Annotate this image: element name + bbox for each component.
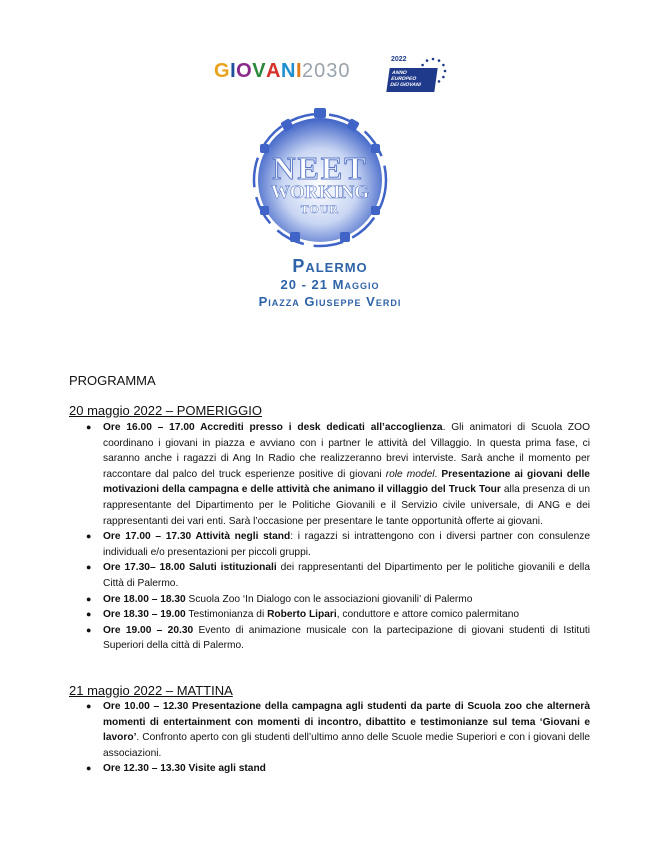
schedule-item	[84, 607, 590, 623]
event-venue: Piazza Giuseppe Verdi	[258, 294, 402, 309]
item-text: . Gli animatori di Scuola ZOO coordinano i giovani in piazza e avviano con i partner le attività del Villaggio. In questa prima fase, ci saranno anche i ragazzi di Ang In Radio che realizzeranno brevi interviste. Sarà anche il momento per raccontare dal palco del truck esperienze positive di giovani	[103, 422, 591, 480]
item-italic: role model	[385, 468, 435, 480]
badge-line: DEI GIOVANI	[389, 82, 422, 88]
day2-schedule-list	[84, 699, 590, 777]
day1-schedule-list	[84, 420, 590, 654]
logo-letter: N	[280, 60, 296, 82]
item-text: . Confronto aperto con gli studenti dell’ultimo anno delle Scuole medie Superiori e con i giovani delle associazioni.	[103, 732, 590, 759]
bullet-icon: ●	[86, 531, 92, 542]
event-city: Palermo	[292, 256, 368, 276]
badge-line: EUROPEO	[390, 76, 417, 82]
item-time: Ore 18.30 – 19.00	[103, 609, 186, 621]
schedule-item	[84, 529, 590, 560]
item-text: Evento di animazione musicale con la partecipazione di giovani studenti di Istituti Superiori della città di Palermo.	[103, 624, 590, 652]
logo-letter: G	[214, 60, 231, 82]
giovani-2030-logo	[214, 60, 351, 83]
logo-letter: O	[236, 60, 253, 82]
schedule-item	[84, 592, 590, 608]
event-dates: 20 - 21 Maggio	[280, 277, 380, 292]
item-time: Ore 16.00 – 17.00 Accrediti presso i desk dedicati all’accoglienza	[103, 422, 443, 433]
bullet-icon: ●	[86, 422, 92, 432]
item-time: Ore 18.00 – 18.30	[103, 593, 186, 605]
emblem-title-tour: TOUR	[300, 202, 340, 216]
logo-letter: I	[230, 60, 237, 82]
item-highlight: Roberto Lipari	[267, 609, 337, 621]
schedule-item	[84, 761, 590, 777]
badge-line: ANNO	[391, 70, 408, 76]
bullet-icon: ●	[86, 701, 92, 711]
item-time: Ore 12.30 – 13.30 Visite agli stand	[103, 763, 266, 775]
emblem-title-working: WORKING	[270, 182, 370, 203]
bullet-icon: ●	[86, 562, 92, 573]
bullet-icon: ●	[86, 609, 92, 620]
item-text: Scuola Zoo ‘In Dialogo con le associazioni giovanili’ di Palermo	[185, 593, 473, 605]
item-text: Testimonianza di	[185, 609, 268, 621]
european-year-number: 2022	[391, 56, 407, 63]
schedule-item	[84, 560, 590, 591]
item-text: : i ragazzi si intrattengono con i diversi partner con consulenze individuali e/o presentazioni per piccoli gruppi.	[103, 531, 590, 558]
neet-working-tour-emblem	[240, 106, 400, 252]
item-time: Ore 19.00 – 20.30	[103, 624, 194, 636]
logo-letter: A	[266, 60, 281, 82]
item-text: .	[434, 468, 442, 480]
bullet-icon: ●	[86, 624, 92, 635]
logo-year: 2030	[302, 60, 351, 82]
item-text: , conduttore e attore comico palermitano	[336, 609, 520, 621]
schedule-item	[84, 420, 590, 529]
item-text: alla presenza di un rappresentante del Dipartimento per le Politiche Giovanili e il Servizio civile universale, di ANG e dei rappresentanti dei vari enti. Sarà l’occasione per presentare le tante opportunità offerte ai giovani.	[103, 484, 590, 527]
logo-letter: I	[295, 60, 302, 82]
schedule-item	[84, 623, 590, 654]
bullet-icon: ●	[86, 593, 92, 604]
european-year-badge	[386, 68, 437, 92]
item-time: Ore 17.30– 18.00 Saluti istituzionali	[103, 562, 277, 574]
european-year-of-youth-logo	[388, 56, 450, 98]
item-time: Ore 17.00 – 17.30 Attività negli stand	[103, 531, 291, 543]
emblem-title-neet: NEET	[272, 150, 368, 186]
program-title: PROGRAMMA	[69, 373, 156, 388]
schedule-item	[84, 699, 590, 761]
day2-heading: 21 maggio 2022 – MATTINA	[69, 683, 233, 698]
day1-heading: 20 maggio 2022 – POMERIGGIO	[69, 403, 262, 418]
item-highlight: Presentazione ai giovani delle motivazioni della campagna e delle attività che animano il villaggio del Truck Tour	[103, 468, 590, 496]
item-text: dei rappresentanti del Dipartimento per le politiche giovanili e della Città di Palermo.	[103, 562, 590, 589]
item-time: Ore 10.00 – 12.30 Presentazione della campagna agli studenti da parte di Scuola zoo che alternerà momenti di entertainment con momenti di incontro, dibattito e testimonianze sul tema ‘Giovani e lavoro’	[103, 701, 590, 744]
logo-letter: V	[252, 60, 267, 82]
bullet-icon: ●	[86, 763, 92, 774]
